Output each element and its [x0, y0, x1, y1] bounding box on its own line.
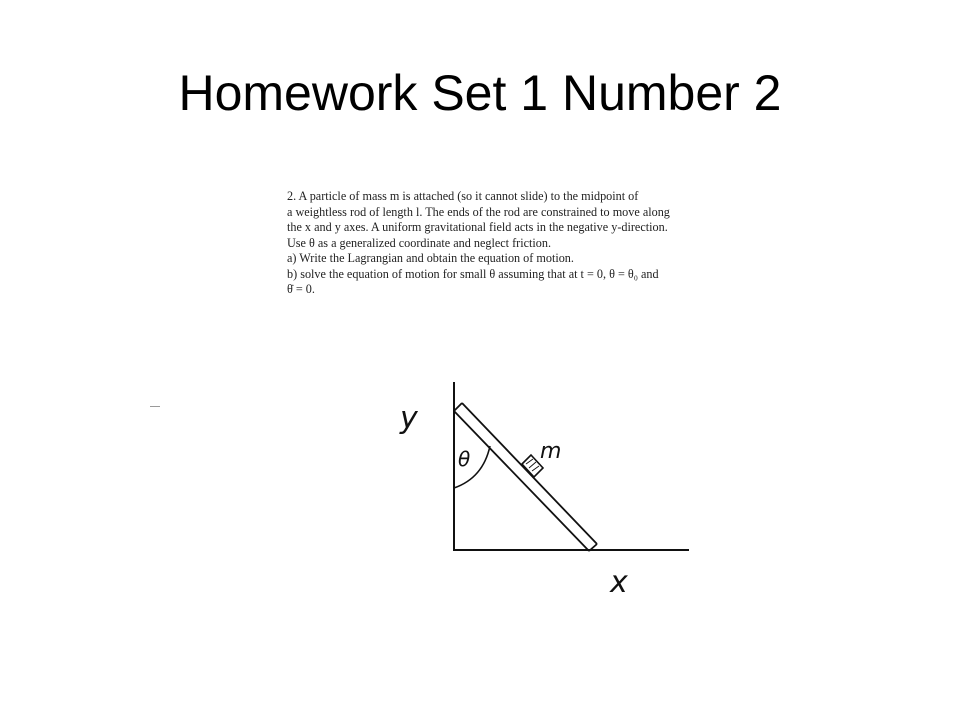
- x-axis-label: x: [610, 565, 628, 600]
- problem-line: θ̇ = 0.: [287, 282, 315, 296]
- problem-line: Use θ as a generalized coordinate and neglect friction.: [287, 235, 552, 250]
- stray-mark: [150, 406, 160, 407]
- angle-label: θ: [458, 447, 471, 471]
- problem-line: 2. A particle of mass m is attached (so it cannot slide) to the midpoint of: [287, 189, 639, 203]
- problem-line: the x and y axes. A uniform gravitational field acts in the negative y-direction.: [287, 220, 668, 234]
- mass-label: m: [540, 439, 562, 464]
- problem-line: b) solve the equation of motion for small θ assuming that at t = 0, θ = θ₀ and: [287, 266, 659, 281]
- problem-line: a) Write the Lagrangian and obtain the equation of motion.: [287, 251, 574, 265]
- problem-line: a weightless rod of length l. The ends of the rod are constrained to move along: [287, 204, 670, 219]
- rod-diagram: [380, 370, 710, 600]
- rod: [454, 403, 597, 551]
- problem-statement: [287, 189, 757, 298]
- y-axis-label: y: [400, 401, 418, 436]
- slide-title: Homework Set 1 Number 2: [178, 65, 782, 121]
